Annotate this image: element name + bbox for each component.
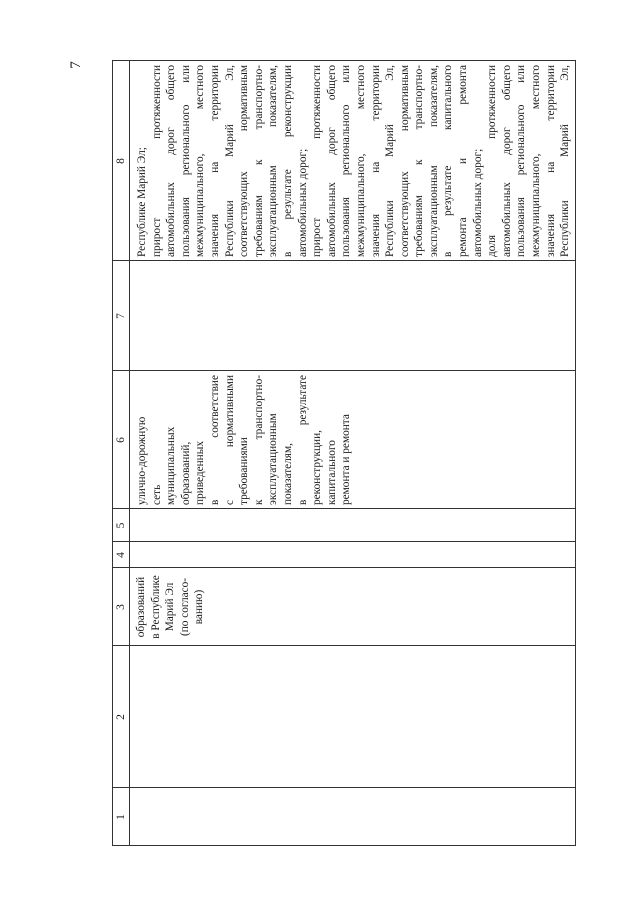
cell-col-8-line: пользования регионального или [515,64,528,257]
cell-col-3-line: в Республике [149,574,162,639]
cell-col-8-line: доля протяженности [486,64,499,257]
cell-col-6-line: муниципальных [165,426,178,505]
cell-col-8-line: Республике Марий Эл; [136,146,148,257]
cell-col-8-line: значения на территории [208,64,221,257]
header-col-4: 4 [115,551,127,558]
cell-col-6-line: показателям, [281,442,294,505]
cell-col-8-line: межмуниципального, местного [194,64,207,257]
cell-col-3-line: (по согласо- [178,577,191,636]
cell-col-8-line: значения на территории [544,64,557,257]
cell-col-8-line: пользования регионального или [179,64,192,257]
header-col-2: 2 [115,713,127,720]
cell-col-8-line: соответствующих нормативным [398,64,411,257]
cell-col-8-line: ремонта и ремонта [457,64,470,257]
header-col-6: 6 [115,436,127,443]
cell-col-6-line: приведенных [194,440,207,505]
cell-col-6-line: к транспортно- [252,374,265,505]
cell-col-6-line: с нормативными [223,374,236,505]
cell-col-3-line: Марий Эл [164,582,177,631]
cell-col-8-line: значения на территории [369,64,382,257]
cell-col-8-line: эксплуатационным показателям, [267,64,280,257]
cell-col-8-line: автомобильных дорог; [471,148,484,257]
cell-col-8-line: в результате капитального [442,64,455,257]
cell-col-6-line: образований, [179,441,192,505]
cell-col-6-line: капитального [325,439,338,505]
cell-col-6-line: эксплуатационным [267,412,280,505]
cell-col-8-line: соответствующих нормативным [238,64,251,257]
header-col-5: 5 [115,522,127,528]
cell-col-8 [135,65,573,257]
cell-col-8-line: прирост протяженности [150,64,163,257]
cell-col-8-line: пользования регионального или [340,64,353,257]
cell-col-6-line: требованиями [238,436,251,505]
header-col-1: 1 [115,813,127,820]
cell-col-8-line: эксплуатационным показателям, [427,64,440,257]
cell-col-8-line: автомобильных дорог общего [500,64,513,257]
cell-col-8-line: требованиям к транспортно- [252,64,265,257]
cell-col-8-line: в результате реконструкции [281,64,294,257]
cell-col-8-line: Республики Марий Эл, [559,64,572,257]
cell-col-8-line: Республики Марий Эл, [384,64,397,257]
header-col-8: 8 [115,157,127,164]
cell-col-6-line: сеть [150,484,163,505]
page-number: 7 [68,61,84,69]
header-col-7: 7 [115,312,127,319]
cell-col-8-line: прирост протяженности [311,64,324,257]
cell-col-8-line: автомобильных дорог; [296,148,309,257]
cell-col-6-line: улично-дорожную [136,416,148,505]
cell-col-8-line: автомобильных дорог общего [165,64,178,257]
cell-col-6-line: в соответствие [208,374,221,505]
cell-col-3-line: образований [135,576,147,637]
cell-col-3 [134,572,207,642]
cell-col-3-line: ванию) [193,589,206,624]
cell-col-8-line: автомобильных дорог общего [325,64,338,257]
cell-col-6-line: в результате [296,374,309,505]
cell-col-8-line: межмуниципального, местного [530,64,543,257]
cell-col-6 [135,375,354,505]
cell-col-6-line: реконструкции, [311,429,324,505]
header-col-3: 3 [115,603,127,610]
cell-col-6-line: ремонта и ремонта [340,413,353,505]
cell-col-8-line: требованиям к транспортно- [413,64,426,257]
cell-col-8-line: Республики Марий Эл, [223,64,236,257]
cell-col-8-line: межмуниципального, местного [354,64,367,257]
